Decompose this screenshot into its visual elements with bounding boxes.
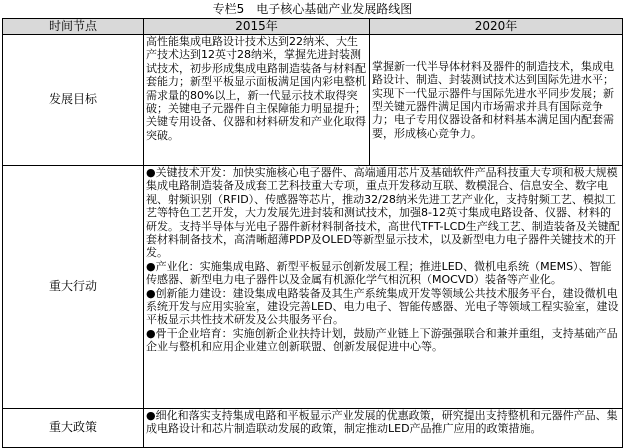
action-item-tech: ●关键技术开发：加快实施核心电子器件、高端通用芯片及基础软件产品科技重大专项和极大规模集成电路制造装备及成套工艺科技重大专项，重点开发移动互联、数模混合、信息安全、数字电视、射频识别（RFID）、传感器等芯片，推动32/28纳米先进工艺产业化，支持射频工艺、模拟工艺等特色工艺开发，大力发展先进封装和测试技术，加强8-12英寸集成电路设备、仪器、材料的研发。支持半导体与光电子器件新材料制备技术，高世代TFT-LCD生产线工艺、制造装备及关键配套材料制备技术，高清晰超薄PDP及OLED等新型显示技术，以及新型电力电子器件关键技术的开发。 <box>146 166 620 260</box>
action-item-industrialization: ●产业化：实施集成电路、新型平板显示创新发展工程；推进LED、微机电系统（MEMS）、智能传感器、新型电力电子器件以及金属有机源化学气相沉积（MOCVD）装备等产业化。 <box>146 259 612 287</box>
action-cell <box>144 166 623 409</box>
header-2020: 2020年 <box>370 19 623 35</box>
table-row-goal <box>3 35 623 166</box>
goal-2020-cell: 掌握新一代半导体材料及器件的制造技术，集成电路设计、制造、封装测试技术达到国际先进水平；实现下一代显示器件与国际先进水平同步发展；新型关键元器件满足国内市场需求并具有国际竞争力；电子专用仪器设备和材料基本满足国内配套需要，形成核心竞争力。 <box>370 35 623 166</box>
roadmap-table <box>2 18 623 448</box>
table-row-policy <box>3 409 623 448</box>
header-node: 时间节点 <box>3 19 144 35</box>
action-item-enterprise: ●骨干企业培育：实施创新企业扶持计划，鼓励产业链上下游强强联合和兼并重组，支持基础产品企业与整机和应用企业建立创新联盟、创新发展促进中心等。 <box>146 326 618 354</box>
row-label-action: 重大行动 <box>3 166 144 409</box>
goal-2015-cell: 高性能集成电路设计技术达到22纳米、大生产技术达到12英寸28纳米，掌握先进封装测试技术，初步形成集成电路制造装备与材料配套能力；新型平板显示面板满足国内彩电整机需求量的80%以上，新一代显示技术取得突破；关键电子元器件自主保障能力明显提升；关键专用设备、仪器和材料研发和产业化取得突破。 <box>144 35 370 166</box>
header-row <box>3 19 623 35</box>
header-2015: 2015年 <box>144 19 370 35</box>
row-label-policy: 重大政策 <box>3 409 144 448</box>
table-row-action <box>3 166 623 409</box>
row-label-goal: 发展目标 <box>3 35 144 166</box>
policy-cell: ●细化和落实支持集成电路和平板显示产业发展的优惠政策，研究提出支持整机和元器件产品、集成电路设计和芯片制造联动发展的政策，制定推动LED产品推广应用的政策措施。 <box>144 409 623 448</box>
action-item-innovation: ●创新能力建设：建设集成电路装备及其生产系统集成开发等领域公共技术服务平台，建设微机电系统开发与应用实验室，建设完善LED、电力电子、智能传感器、光电子等领域工程实验室，建设平板显示共性技术研发及公共服务平台。 <box>146 286 619 327</box>
page-title: 专栏5 电子核心基础产业发展路线图 <box>212 2 413 16</box>
